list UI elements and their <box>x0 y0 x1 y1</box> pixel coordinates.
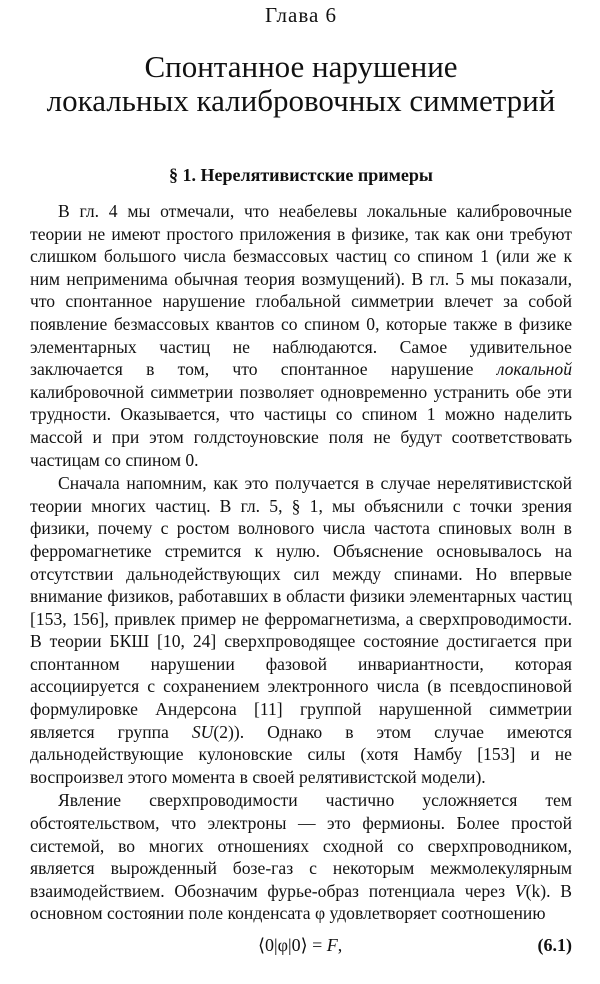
equation-number: (6.1) <box>537 935 572 955</box>
paragraph-1-emphasis: локальной <box>496 359 572 380</box>
paragraph-3-text-a: Явление сверхпроводимости частично усложняется тем обстоятельством, что электроны — это фермионы. Более простой системой, во многих отношениях сходной со сверхпроводником, является вырожденный бозе-газ с некоторым межмолекулярным взаимодействием. Обозначим фурье-образ потенциала через <box>30 790 572 901</box>
paragraph-3 <box>30 789 572 925</box>
equation-right: F <box>326 935 338 955</box>
equation-row <box>30 931 572 961</box>
paragraph-2 <box>30 472 572 788</box>
paragraph-1-text-a: В гл. 4 мы отмечали, что неабелевы локальные калибровочные теории не имеют простого приложения в физике, так как они требуют слишком большого числа безмассовых частиц со спином 1 (или же к ним неприменима обычная теория возмущений). В гл. 5 мы показали, что спонтанное нарушение глобальной симметрии влечет за собой появление безмассовых квантов со спином 0, которые также в физике элементарных частиц не наблюдаются. Самое удивительное заключается в том, что спонтанное нарушение <box>30 201 572 380</box>
paragraph-2-text-a: Сначала напомним, как это получается в случае нерелятивистской теории многих частиц. В гл. 5, § 1, мы объяснили с точки зрения физики, почему с ростом волнового числа частота спиновых волн в ферромагнетике стремится к нулю. Объяснение основывалось на отсутствии дальнодействующих сил между спинами. Но впервые внимание физиков, работавших в области физики элементарных частиц [153, 156], привлек пример не ферромагнетизма, а сверхпроводимости. В теории БКШ [10, 24] сверхпроводящее состояние достигается при спонтанном нарушении фазовой инвариантности, которая ассоциируется с сохранением электронного числа (в псевдоспиновой формулировке Андерсона [11] группой нарушенной симметрии является группа <box>30 473 572 742</box>
paragraph-1-text-b: калибровочной симметрии позволяет одновременно устранить обе эти трудности. Оказывается, что частицы со спином 1 можно наделить массой и при этом голдстоуновские поля не будут соответствовать частицам со спином 0. <box>30 381 572 470</box>
chapter-label: Глава 6 <box>264 3 338 27</box>
equation-left: ⟨0|φ|0⟩ = <box>258 935 327 955</box>
equation <box>258 935 342 956</box>
paragraph-3-potential-symbol: V <box>514 880 526 901</box>
chapter-title <box>30 50 572 118</box>
equation-trailing-comma: , <box>337 935 343 955</box>
paragraph-1 <box>30 200 572 471</box>
section-title: § 1. Нерелятивистские примеры <box>169 165 433 185</box>
paragraph-2-text-b: (2)). Однако в этом случае имеются дальнодействующие кулоновские силы (хотя Намбу [153] и не воспроизвел этого момента в своей релятивистской модели). <box>30 721 572 787</box>
paragraph-3-text-b: (k). В основном состоянии поле конденсата φ удовлетворяет соотношению <box>30 880 573 924</box>
paragraph-2-group-symbol: SU <box>191 721 214 742</box>
chapter-title-line-2: локальных калибровочных симметрий <box>46 83 556 118</box>
chapter-title-line-1: Спонтанное нарушение <box>144 49 458 84</box>
